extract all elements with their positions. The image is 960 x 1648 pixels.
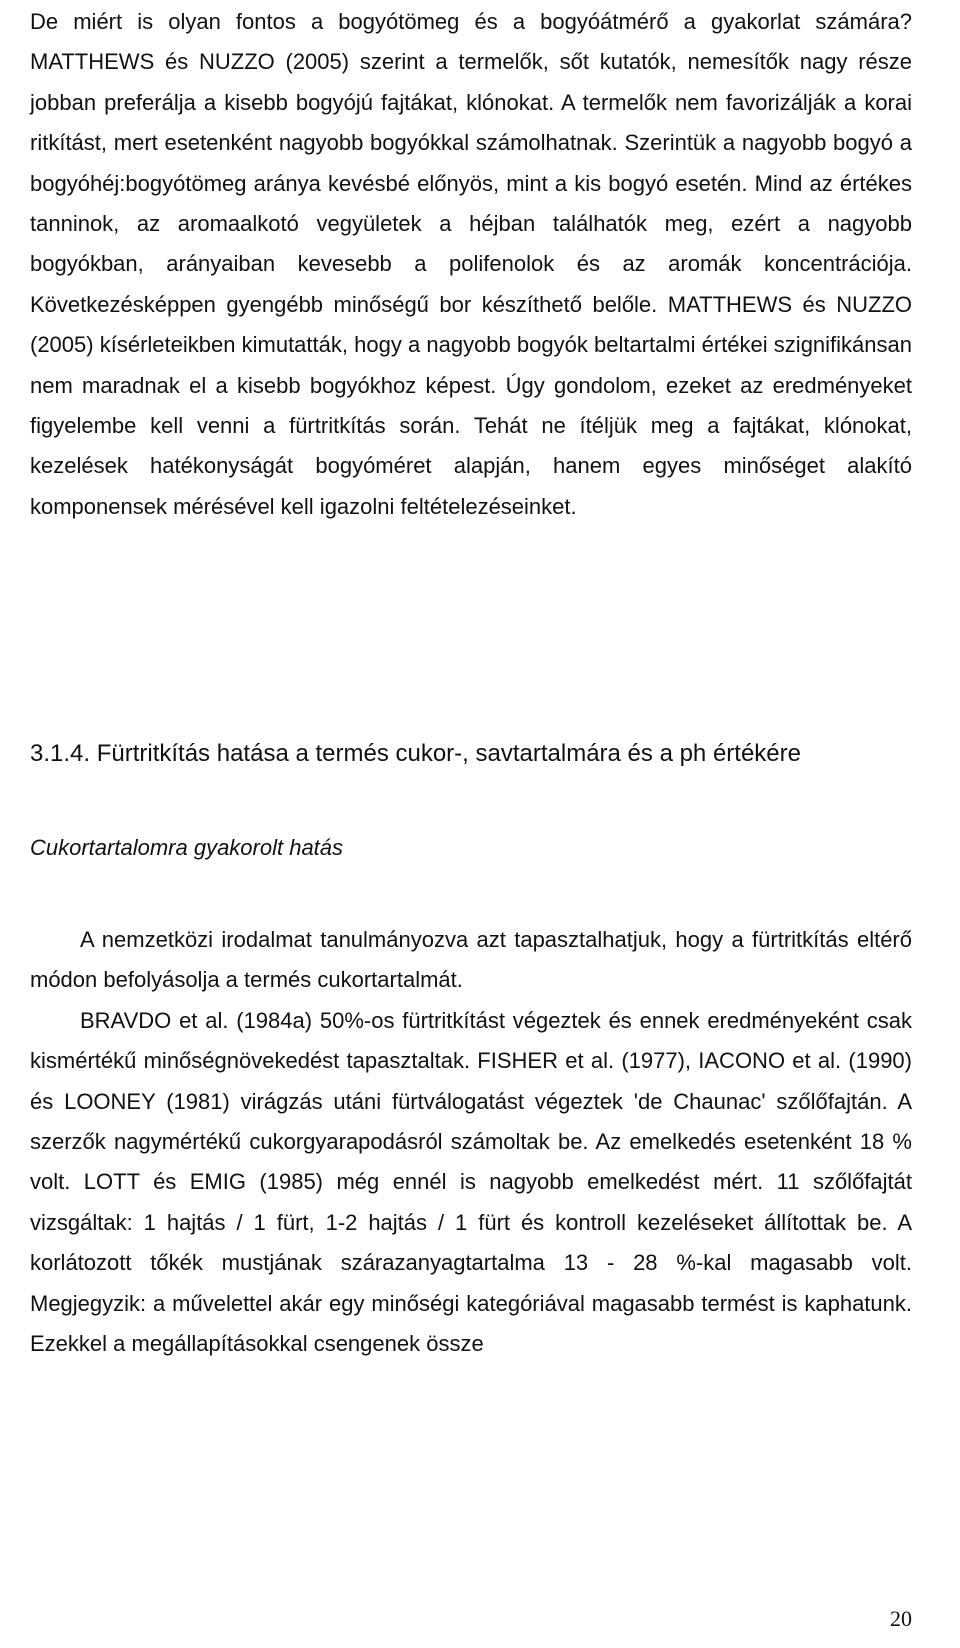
page-number: 20 bbox=[890, 1606, 912, 1631]
intro-paragraph: De miért is olyan fontos a bogyótömeg és a bogyóátmérő a gyakorlat számára? MATTHEWS és NUZZO (2005) szerint a termelők, sőt kutatók, nemesítők nagy része jobban preferálja a kisebb bogyójú fajtákat, klónokat. A termelők nem favorizálják a korai ritkítást, mert esetenként nagyobb bogyókkal számolhatnak. Szerintük a nagyobb bogyó a bogyóhéj:bogyótömeg aránya kevésbé előnyös, mint a kis bogyó esetén. Mind az értékes tanninok, az aromaalkotó vegyületek a héjban találhatók meg, ezért a nagyobb bogyókban, arányaiban kevesebb a polifenolok és az aromák koncentrációja. Következésképpen gyengébb minőségű bor készíthető belőle. MATTHEWS és NUZZO (2005) kísérleteikben kimutatták, hogy a nagyobb bogyók beltartalmi értékei szignifikánsan nem maradnak el a kisebb bogyókhoz képest. Úgy gondolom, ezeket az eredményeket figyelembe kell venni a fürtritkítás során. Tehát ne ítéljük meg a fajtákat, klónokat, kezelések hatékonyságát bogyóméret alapján, hanem egyes minőséget alakító komponensek mérésével kell igazolni feltételezéseinket. bbox=[30, 9, 912, 519]
paragraph-bravdo: BRAVDO et al. (1984a) 50%-os fürtritkítást végeztek és ennek eredményeként csak kismértékű minőségnövekedést tapasztaltak. FISHER et al. (1977), IACONO et al. (1990) és LOONEY (1981) virágzás utáni fürtválogatást végeztek 'de Chaunac' szőlőfajtán. A szerzők nagymértékű cukorgyarapodásról számoltak be. Az emelkedés esetenként 18 % volt. LOTT és EMIG (1985) még ennél is nagyobb emelkedést mért. 11 szőlőfajtát vizsgáltak: 1 hajtás / 1 fürt, 1-2 hajtás / 1 fürt és kontroll kezeléseket állítottak be. A korlátozott tőkék mustjának szárazanyagtartalma 13 - 28 %-kal magasabb volt. Megjegyzik: a művelettel akár egy minőségi kategóriával magasabb termést is kaphatunk. Ezekkel a megállapításokkal csengenek össze bbox=[30, 1007, 912, 1357]
section-heading: 3.1.4. Fürtritkítás hatása a termés cukor-, savtartalmára és a ph értékére bbox=[30, 740, 801, 767]
document-page bbox=[30, 0, 912, 1357]
subsection-heading: Cukortartalomra gyakorolt hatás bbox=[30, 835, 344, 860]
paragraph-literature: A nemzetközi irodalmat tanulmányozva azt tapasztalhatjuk, hogy a fürtritkítás eltérő módon befolyásolja a termés cukortartalmát. bbox=[30, 927, 912, 993]
section-body bbox=[30, 920, 912, 1364]
